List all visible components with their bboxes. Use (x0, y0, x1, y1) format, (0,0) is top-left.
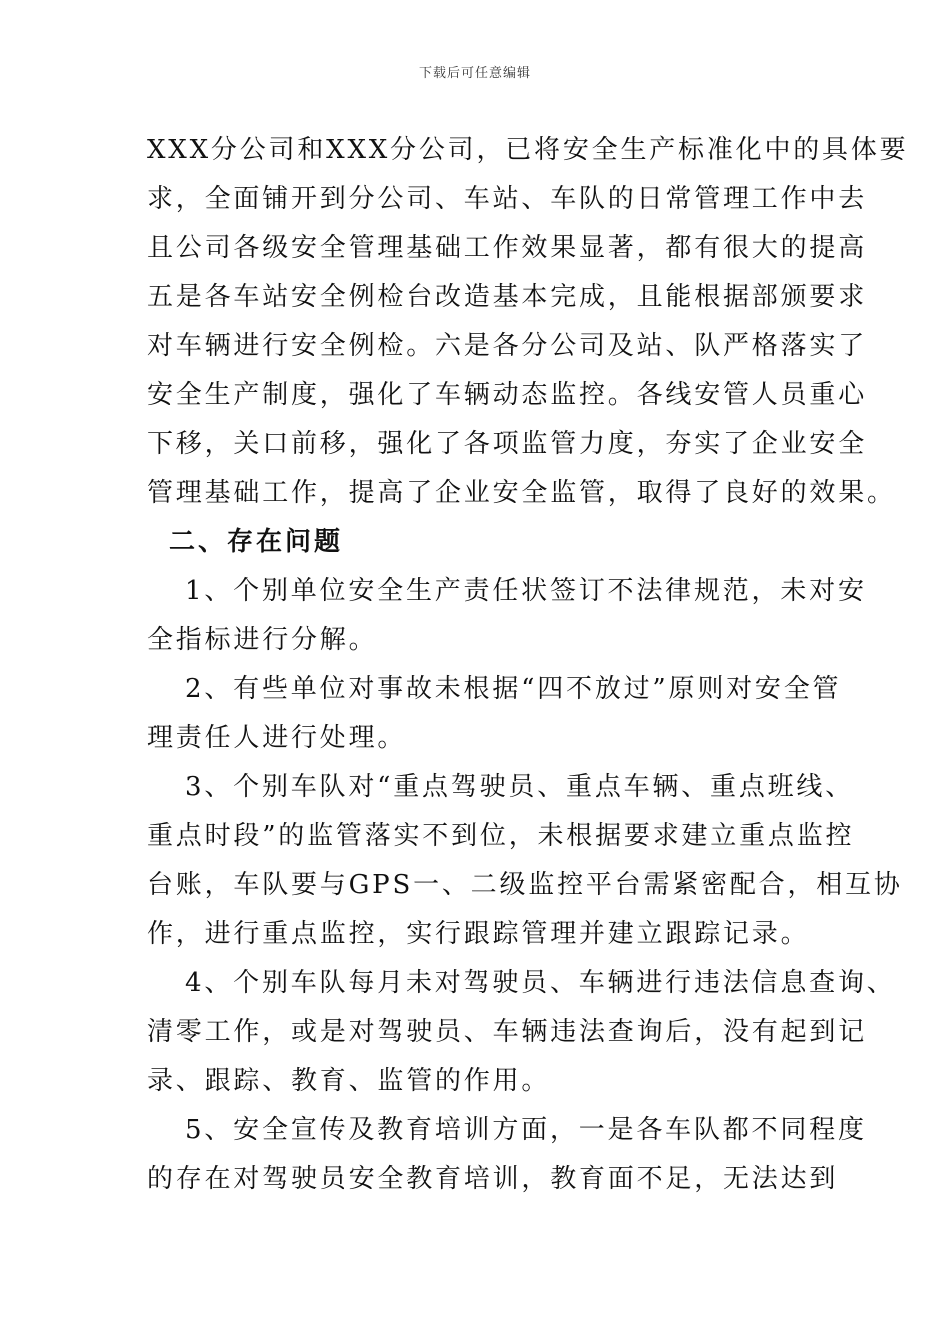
section-heading: 二、存在问题 (169, 527, 344, 557)
text-line: 下移，关口前移，强化了各项监管力度，夯实了企业安全 (147, 429, 868, 459)
text-line: 1、个别单位安全生产责任状签订不法律规范，未对安 (185, 576, 867, 606)
issue-item-4 (147, 959, 896, 1106)
text-line: 全指标进行分解。 (147, 625, 378, 655)
text-line: 3、个别车队对“重点驾驶员、重点车辆、重点班线、 (185, 772, 855, 802)
text-line: 2、有些单位对事故未根据“四不放过”原则对安全管 (185, 674, 842, 704)
text-line: 对车辆进行安全例检。六是各分公司及站、队严格落实了 (147, 331, 868, 361)
text-line: 5、安全宣传及教育培训方面，一是各车队都不同程度 (185, 1115, 867, 1145)
text-line: 4、个别车队每月未对驾驶员、车辆进行违法信息查询、 (185, 968, 896, 998)
issue-item-5 (147, 1106, 867, 1204)
text-line: 作，进行重点监控，实行跟踪管理并建立跟踪记录。 (147, 919, 810, 949)
summary-paragraph (147, 126, 909, 518)
issue-item-1 (147, 567, 867, 665)
text-line: 录、跟踪、教育、监管的作用。 (147, 1066, 551, 1096)
text-line: 求，全面铺开到分公司、车站、车队的日常管理工作中去 (147, 184, 868, 214)
text-line: 重点时段”的监管落实不到位，未根据要求建立重点监控 (147, 821, 855, 851)
page-header: 下载后可任意编辑 (418, 66, 531, 81)
text-line: 清零工作，或是对驾驶员、车辆违法查询后，没有起到记 (147, 1017, 868, 1047)
issue-item-3 (147, 763, 903, 959)
text-line: 台账，车队要与GPS一、二级监控平台需紧密配合，相互协 (147, 870, 903, 900)
text-line: 且公司各级安全管理基础工作效果显著，都有很大的提高 (147, 233, 868, 263)
text-line: 五是各车站安全例检台改造基本完成，且能根据部颁要求 (147, 282, 868, 312)
text-line: 安全生产制度，强化了车辆动态监控。各线安管人员重心 (147, 380, 868, 410)
document-body (147, 126, 909, 1204)
text-line: 理责任人进行处理。 (147, 723, 407, 753)
text-line: 管理基础工作，提高了企业安全监管，取得了良好的效果。 (147, 478, 896, 508)
text-line: 的存在对驾驶员安全教育培训，教育面不足，无法达到 (147, 1164, 839, 1194)
text-line: XXX分公司和XXX分公司，已将安全生产标准化中的具体要 (147, 135, 909, 165)
issue-item-2 (147, 665, 842, 763)
